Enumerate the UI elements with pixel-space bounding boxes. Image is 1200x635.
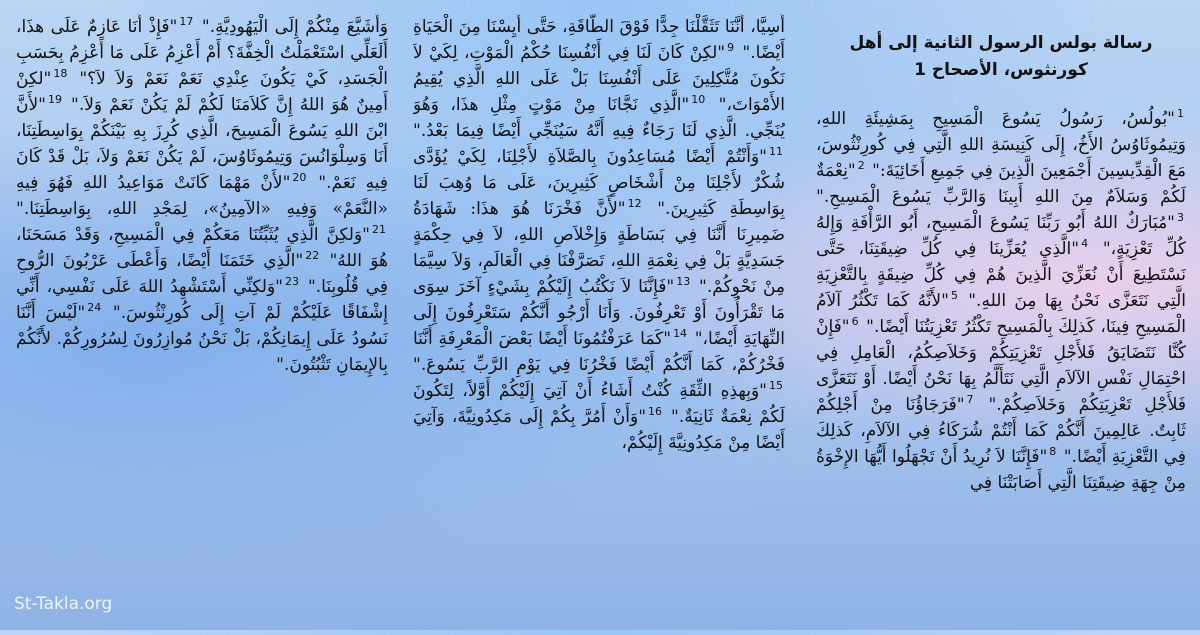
verse-text: "لأَنَّ ابْنَ اللهِ يَسُوعَ الْمَسِيحَ، الَّذِي كُرِزَ بِهِ بَيْنَكُمْ بِوَاسِطَتِنَا، أَنَا وَسِلْوَانُسَ وَتِيمُوثَاوُسَ، لَمْ يَكُنْ نَعَمْ وَلاَ، بَلْ قَدْ كَانَ فِيهِ نَعَمْ." [16,95,388,193]
column-left [16,14,388,619]
verse-number: 17 [179,15,194,29]
verse-number: 11 [769,145,783,159]
verse-text: وَأُشَيَّعَ مِنْكُمْ إِلَى الْيَهُودِيَّةِ." [195,17,388,37]
verse-text: "الَّذِي خَتَمَنَا أَيْضًا، وَأَعْطَى عَرْبُونَ الرُّوحِ فِي قُلُوبِنَا." [16,251,388,297]
verse-text: "لكِنْ أَمِينٌ هُوَ اللهُ إِنَّ كَلاَمَنَا لَكُمْ لَمْ يَكُنْ نَعَمْ وَلاَ." [16,69,388,115]
verse-number: 14 [673,327,688,341]
verse-number: 18 [53,67,68,81]
verse-number: 3 [1177,211,1184,225]
verse-number: 15 [769,379,783,393]
verse-text: "بُولُسُ، رَسُولُ يَسُوعَ الْمَسِيحِ بِمَشِيئَةِ اللهِ، وَتِيمُوثَاوُسُ الأَخُ، إِلَى كَنِيسَةِ اللهِ الَّتِي فِي كُورِنْثُوسَ، مَعَ الْقِدِّيسِينَ أَجْمَعِينَ الَّذِينَ فِي جَمِيعِ أَخَائِيَةَ:" [816,109,1186,181]
verse-number: 16 [648,405,663,419]
verse-text: "نِعْمَةٌ لَكُمْ وَسَلاَمٌ مِنَ اللهِ أَبِينَا وَالرَّبِّ يَسُوعَ الْمَسِيحِ." [816,161,1186,207]
verse-number: 8 [1049,445,1057,459]
verse-text: "لكِنْ كَانَ لَنَا فِي أَنْفُسِنَا حُكْمُ الْمَوْتِ، لِكَيْ لاَ نَكُونَ مُتَّكِلِينَ عَلَى أَنْفُسِنَا بَلْ عَلَى اللهِ الَّذِي يُقِيمُ الأَمْوَاتَ،" [413,43,785,115]
verse-text: "فَرَجَاؤُنَا مِنْ أَجْلِكُمْ ثَابِتٌ. عَالِمِينَ أَنَّكُمْ كَمَا أَنْتُمْ شُرَكَاءُ فِي الآلاَمِ، كَذلِكَ فِي التَّعْزِيَةِ أَيْضًا." [816,395,1186,467]
verse-text: "فَإِنَّنَا لاَ نُرِيدُ أَنْ تَجْهَلُوا أَيُّهَا الإِخْوَةُ مِنْ جِهَةِ ضِيقَتِنَا الَّتِي أَصَابَتْنَا فِي [816,447,1186,493]
verse-text: "كَمَا عَرَفْتُمُونَا أَيْضًا بَعْضَ الْمَعْرِفَةِ أَنَّنَا فَخْرُكُمْ، كَمَا أَنَّكُمْ أَيْضًا فَخْرُنَا فِي يَوْمِ الرَّبِّ يَسُوعَ." [413,329,785,375]
verse-number: 23 [285,275,300,289]
verse-number: 7 [966,393,974,407]
verse-text: "وَلكِنِّي أَسْتَشْهِدُ اللهَ عَلَى نَفْسِي، أَنِّي إِشْفَاقًا عَلَيْكُمْ لَمْ آتِ إِلَى كُورِنْثُوسَ." [16,277,388,323]
verse-number: 5 [950,289,958,303]
page-title: رسالة بولس الرسول الثانية إلى أهل كورنثوس، الأصحاح 1 [849,33,1153,80]
verse-number: 10 [691,93,706,107]
verse-text: "لَيْسَ أَنَّنَا نَسُودُ عَلَى إِيمَانِكُمْ، بَلْ نَحْنُ مُوازِرُونَ لِسُرُورِكُمْ. لأَنَّكُمْ بِالإِيمَانِ تَثْبُتُونَ." [16,303,388,375]
verse-text: "لأَنَّهُ كَمَا تَكْثُرُ آلاَمُ الْمَسِيحِ فِينَا، كَذلِكَ بِالْمَسِيحِ تَكْثُرُ تَعْزِيَتُنَا أَيْضًا." [816,291,1186,337]
verse-number: 2 [857,159,865,173]
column-text [816,106,1186,496]
verse-text: "فَإِذْ أَنَا عَازِمٌ عَلَى هذَا، أَلَعَلِّي اسْتَعْمَلْتُ الْخِفَّةَ؟ أَمْ أَعْزِمُ عَلَى مَا أَعْزِمُ بِحَسَبِ الْجَسَدِ، كَيْ يَكُونَ عِنْدِي نَعَمْ نَعَمْ وَلاَ لاَ؟" [16,17,388,89]
verse-text: أَسِيَّا، أَنَّنَا تَثَقَّلْنَا جِدًّا فَوْقَ الطَّاقَةِ، حَتَّى أَيِسْنَا مِنَ الْحَيَاةِ أَيْضًا." [413,17,785,63]
verse-number: 13 [676,275,691,289]
verse-number: 9 [727,41,735,55]
verse-text: "وَأَنْتُمْ أَيْضًا مُسَاعِدُونَ بِالصَّلاَةِ لأَجْلِنَا، لِكَيْ يُؤَدَّى شُكْرٌ لأَجْلِنَا مِنْ أَشْخَاصٍ كَثِيرِينَ، عَلَى مَا وُهِبَ لَنَا بِوَاسِطَةِ كَثِيرِينَ." [413,147,785,219]
verse-text: "لأَنَّ فَخْرَنَا هُوَ هذَا: شَهَادَةُ ضَمِيرِنَا أَنَّنَا فِي بَسَاطَةٍ وَإِخْلاَصِ اللهِ، لاَ فِي حِكْمَةٍ جَسَدِيَّةٍ بَلْ فِي نِعْمَةِ اللهِ، تَصَرَّفْنَا فِي الْعَالَمِ، وَلاَ سِيَّمَا مِنْ نَحْوِكُمْ." [413,199,785,297]
verse-text: "مُبَارَكٌ اللهُ أَبُو رَبِّنَا يَسُوعَ الْمَسِيحِ، أَبُو الرَّأْفَةِ وَإِلهُ كُلِّ تَعْزِيَةٍ،" [816,213,1186,259]
verse-number: 1 [1177,107,1184,121]
verse-number: 6 [851,315,859,329]
verse-text: "الَّذِي يُعَزِّينَا فِي كُلِّ ضِيقَتِنَا، حَتَّى نَسْتَطِيعَ أَنْ نُعَزِّيَ الَّذِينَ هُمْ فِي كُلِّ ضِيقَةٍ بِالتَّعْزِيَةِ الَّتِي نَتَعَزَّى نَحْنُ بِهَا مِنَ اللهِ." [816,239,1186,311]
verse-text: "وَأَنْ أَمُرَّ بِكُمْ إِلَى مَكِدُونِيَّةَ، وَآتِيَ أَيْضًا مِنْ مَكِدُونِيَّةَ إِلَيْكُمْ، [413,407,785,453]
verse-text: "لأَنْ مَهْمَا كَانَتْ مَوَاعِيدُ اللهِ فَهُوَ فِيهِ «النَّعَمْ» وَفِيهِ «الآمِينُ»، لِمَجْدِ اللهِ، بِوَاسِطَتِنَا." [16,173,388,219]
verse-number: 12 [627,197,642,211]
column-middle [413,14,785,619]
verse-text: "فَإِنْ كُنَّا نَتَضَايَقُ فَلأَجْلِ تَعْزِيَتِكُمْ وَخَلاَصِكُمُ، الْعَامِلِ فِي احْتِمَالِ نَفْسِ الآلاَمِ الَّتِي نَتَأَلَّمُ بِهَا نَحْنُ أَيْضًا. أَوْ نَتَعَزَّى فَلأَجْلِ تَعْزِيَتِكُمْ وَخَلاَصِكُمْ." [816,317,1186,415]
verse-text: "وَلكِنَّ الَّذِي يُثَبِّتُنَا مَعَكُمْ فِي الْمَسِيحِ، وَقَدْ مَسَحَنَا، هُوَ اللهُ" [16,225,388,271]
verse-text: "وَبِهذِهِ الثِّقَةِ كُنْتُ أَشَاءُ أَنْ آتِيَ إِلَيْكُمْ أَوَّلاً، لِتَكُونَ لَكُمْ نِعْمَةٌ ثَانِيَةٌ." [413,381,785,427]
verse-number: 4 [1081,237,1089,251]
column-right [816,30,1186,635]
verse-number: 21 [372,223,386,237]
verse-number: 24 [87,301,102,315]
column-text [16,14,388,378]
column-text [413,14,785,456]
verse-number: 19 [48,93,62,107]
verse-text: "الَّذِي نَجَّانَا مِنْ مَوْتٍ مِثْلِ هذَا، وَهُوَ يُنَجِّي. الَّذِي لَنَا رَجَاءٌ فِيهِ أَنَّهُ سَيُنَجِّي أَيْضًا فِيمَا بَعْدُ." [413,95,785,141]
verse-text: "فَإِنَّنَا لاَ نَكْتُبُ إِلَيْكُمْ بِشَيْءٍ آخَرَ سِوَى مَا تَقْرَأُونَ أَوْ تَعْرِفُونَ. وَأَنَا أَرْجُو أَنَّكُمْ سَتَعْرِفُونَ إِلَى النِّهَايَةِ أَيْضًا،" [413,277,785,349]
site-watermark: St-Takla.org [14,594,113,614]
verse-number: 20 [292,171,307,185]
verse-number: 22 [305,249,320,263]
